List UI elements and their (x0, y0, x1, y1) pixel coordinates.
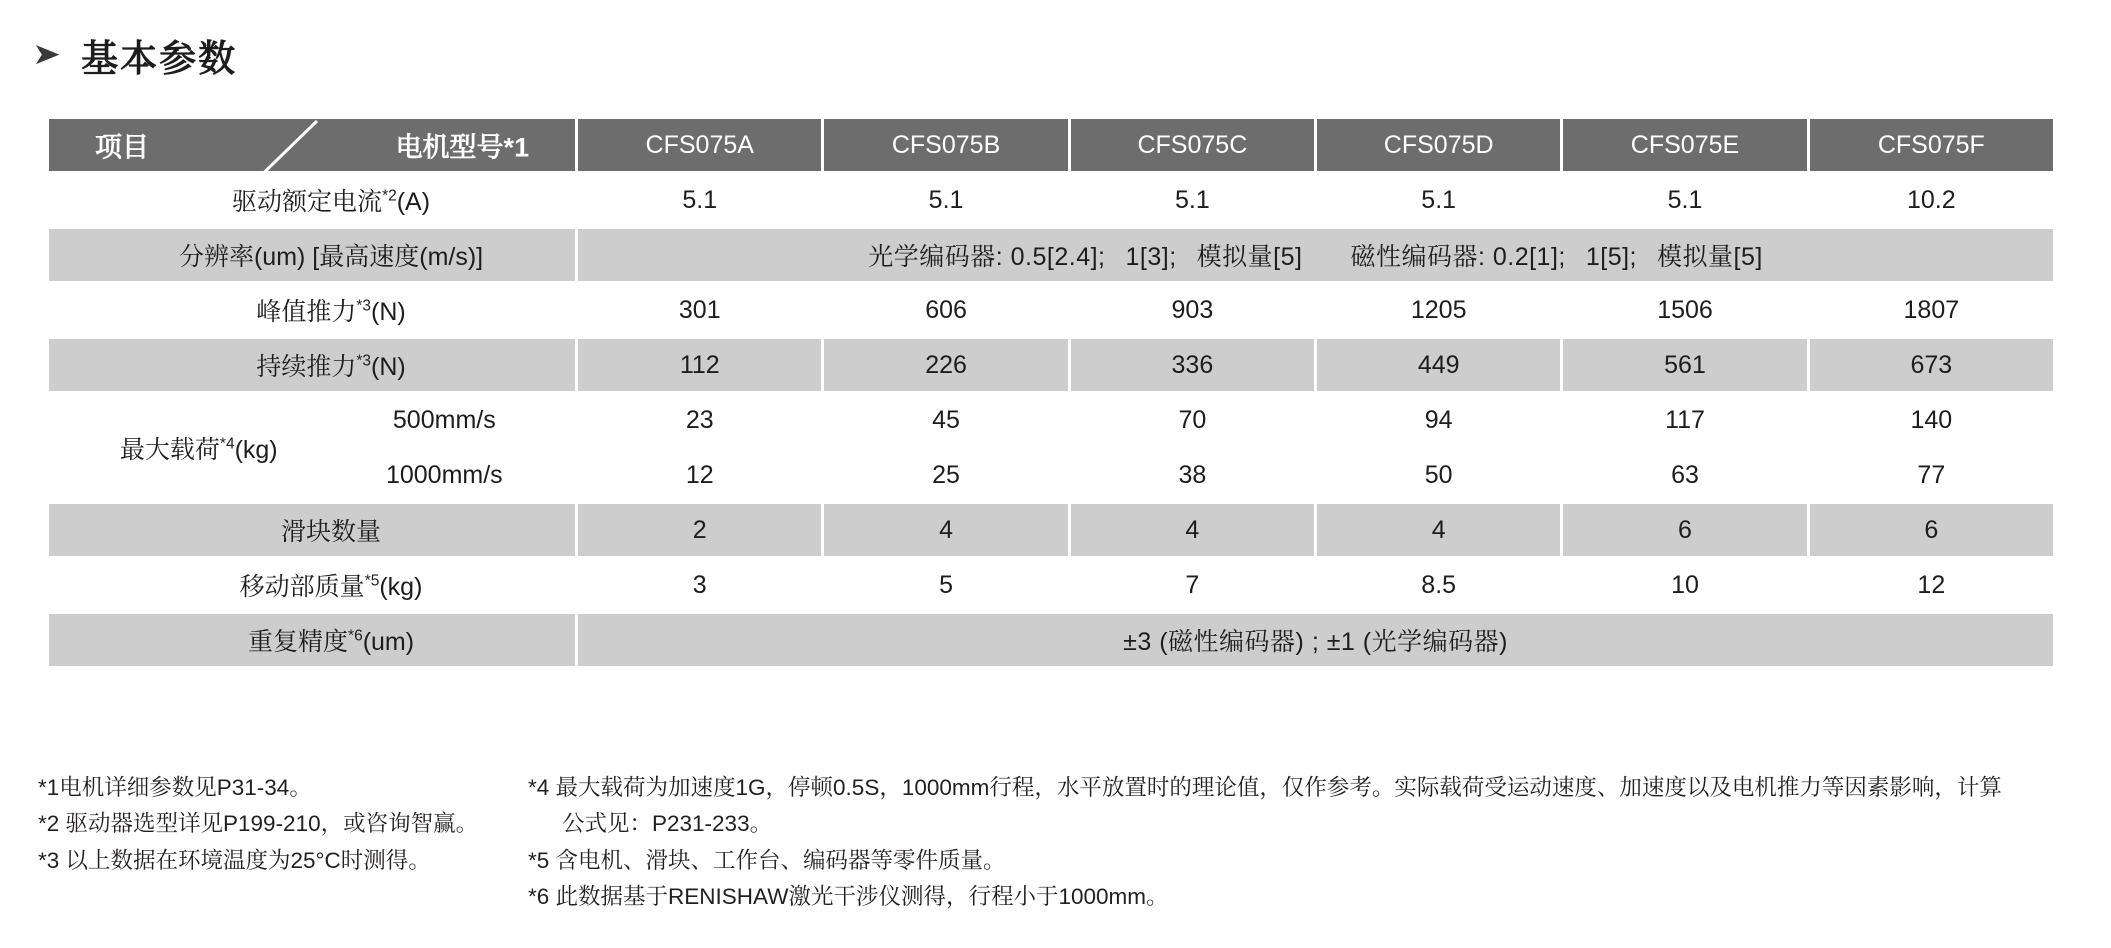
row-label-text: 峰值推力 (256, 298, 357, 326)
row-label-unit: (kg) (234, 435, 278, 464)
cell-resolution-merged (578, 229, 2053, 281)
cell-value: 6 (1810, 504, 2053, 556)
cell-value: 1205 (1317, 284, 1560, 336)
cell-value: 112 (578, 339, 821, 391)
table-row (49, 559, 2053, 611)
cell-value: 6 (1563, 504, 1806, 556)
row-label-text: 最大载荷 (119, 435, 220, 464)
header-model-cfs075e: CFS075E (1563, 119, 1806, 171)
footnote-4-cont: 公式见：P231-233。 (562, 811, 773, 837)
cell-value: 673 (1810, 339, 2053, 391)
page-title (34, 28, 2111, 82)
table-row (49, 229, 2053, 281)
cell-value: 50 (1317, 449, 1560, 501)
sub-label-speed-500: 500mm/s (314, 394, 576, 446)
row-label-drive-current (49, 174, 575, 226)
footnote-3: *3 以上数据在环境温度为25°C时测得。 (38, 847, 431, 873)
cell-value: 5.1 (1317, 174, 1560, 226)
cell-value: 63 (1563, 449, 1806, 501)
header-model-cfs075f: CFS075F (1810, 119, 2053, 171)
cell-value: 3 (578, 559, 821, 611)
resolution-optical-1: 光学编码器: 0.5[2.4]; (868, 243, 1106, 271)
table-row (49, 394, 2053, 446)
table-row (49, 449, 2053, 501)
row-label-unit: (A) (396, 188, 431, 216)
cell-value: 5.1 (824, 174, 1067, 226)
row-label-continuous-force (49, 339, 575, 391)
row-label-text: 移动部质量 (239, 573, 365, 601)
row-label-unit: (N) (371, 298, 406, 326)
cell-value: 7 (1071, 559, 1314, 611)
table-row (49, 614, 2053, 666)
footnote-5: *5 含电机、滑块、工作台、编码器等零件质量。 (528, 847, 1006, 873)
row-label-moving-mass (49, 559, 575, 611)
cell-value: 10.2 (1810, 174, 2053, 226)
cell-value: 606 (824, 284, 1067, 336)
cell-value: 77 (1810, 449, 2053, 501)
cell-value: 117 (1563, 394, 1806, 446)
cell-value: 4 (1071, 504, 1314, 556)
cell-value: 301 (578, 284, 821, 336)
row-label-sup: *4 (219, 435, 235, 453)
resolution-magnetic-2: 1[5]; (1585, 243, 1638, 271)
spec-table-wrapper (46, 116, 2056, 669)
header-model-cfs075a: CFS075A (578, 119, 821, 171)
cell-value: 4 (824, 504, 1067, 556)
row-label-text: 驱动额定电流 (232, 188, 383, 216)
cell-value: 561 (1563, 339, 1806, 391)
resolution-magnetic-1: 磁性编码器: 0.2[1]; (1350, 243, 1566, 271)
footnote-2: *2 驱动器选型详见P199-210，或咨询智赢。 (38, 811, 479, 837)
row-label-sup: *5 (364, 572, 380, 590)
cell-value: 12 (1810, 559, 2053, 611)
table-row (49, 174, 2053, 226)
cell-value: 5.1 (1563, 174, 1806, 226)
cell-value: 5.1 (1071, 174, 1314, 226)
row-label-unit: (N) (371, 353, 406, 381)
resolution-optical-3: 模拟量[5] (1196, 243, 1303, 271)
cell-value: 226 (824, 339, 1067, 391)
row-label-sup: *2 (382, 187, 397, 205)
cell-value: 45 (824, 394, 1067, 446)
cell-value: 449 (1317, 339, 1560, 391)
footnotes-right-column (528, 770, 2078, 916)
row-label-resolution: 分辨率(um) [最高速度(m/s)] (49, 229, 575, 281)
row-label-peak-force (49, 284, 575, 336)
cell-value: 4 (1317, 504, 1560, 556)
row-label-sup: *3 (356, 352, 372, 370)
cell-value: 140 (1810, 394, 2053, 446)
row-label-sup: *6 (348, 627, 363, 645)
cell-value: 70 (1071, 394, 1314, 446)
row-label-repeatability (49, 614, 575, 666)
row-label-max-load (49, 394, 311, 501)
header-item-label: 项目 (95, 132, 149, 163)
header-split-cell (49, 119, 575, 171)
cell-value: 10 (1563, 559, 1806, 611)
resolution-magnetic-3: 模拟量[5] (1657, 243, 1763, 271)
cell-repeatability-merged: ±3 (磁性编码器) ; ±1 (光学编码器) (578, 614, 2053, 666)
cell-value: 5.1 (578, 174, 821, 226)
cell-value: 25 (824, 449, 1067, 501)
header-model-cfs075d: CFS075D (1317, 119, 1560, 171)
row-label-unit: (kg) (379, 573, 423, 601)
cell-value: 12 (578, 449, 821, 501)
cell-value: 2 (578, 504, 821, 556)
cell-value: 903 (1071, 284, 1314, 336)
cell-value: 38 (1071, 449, 1314, 501)
resolution-optical-2: 1[3]; (1125, 243, 1177, 271)
table-row (49, 339, 2053, 391)
header-model-label: 电机型号*1 (395, 132, 530, 163)
header-model-cfs075b: CFS075B (824, 119, 1067, 171)
cell-value: 1807 (1810, 284, 2053, 336)
cell-value: 8.5 (1317, 559, 1560, 611)
cell-value: 23 (578, 394, 821, 446)
triangle-right-icon: ➤ (32, 38, 62, 71)
row-label-slider-count: 滑块数量 (49, 504, 575, 556)
table-row (49, 284, 2053, 336)
spec-table (46, 116, 2056, 669)
footnote-4: *4 最大载荷为加速度1G，停顿0.5S，1000mm行程，水平放置时的理论值，仅作参考。实际载荷受运动速度、加速度以及电机推力等因素影响，计算 (528, 775, 2002, 800)
table-row (49, 504, 2053, 556)
footnotes-left-column (38, 770, 528, 916)
footnote-6: *6 此数据基于RENISHAW激光干涉仪测得，行程小于1000mm。 (528, 884, 1169, 910)
cell-value: 5 (824, 559, 1067, 611)
row-label-sup: *3 (356, 297, 372, 315)
cell-value: 336 (1071, 339, 1314, 391)
footnote-1: *1电机详细参数见P31-34。 (38, 775, 312, 800)
row-label-text: 重复精度 (248, 628, 349, 656)
footnotes (38, 770, 2078, 916)
cell-value: 94 (1317, 394, 1560, 446)
table-header-row (49, 119, 2053, 171)
sub-label-speed-1000: 1000mm/s (314, 449, 576, 501)
page-title-text: 基本参数 (81, 38, 238, 79)
page-root (0, 28, 2111, 948)
header-model-cfs075c: CFS075C (1071, 119, 1314, 171)
cell-value: 1506 (1563, 284, 1806, 336)
row-label-unit: (um) (362, 628, 415, 656)
row-label-text: 持续推力 (256, 353, 357, 381)
